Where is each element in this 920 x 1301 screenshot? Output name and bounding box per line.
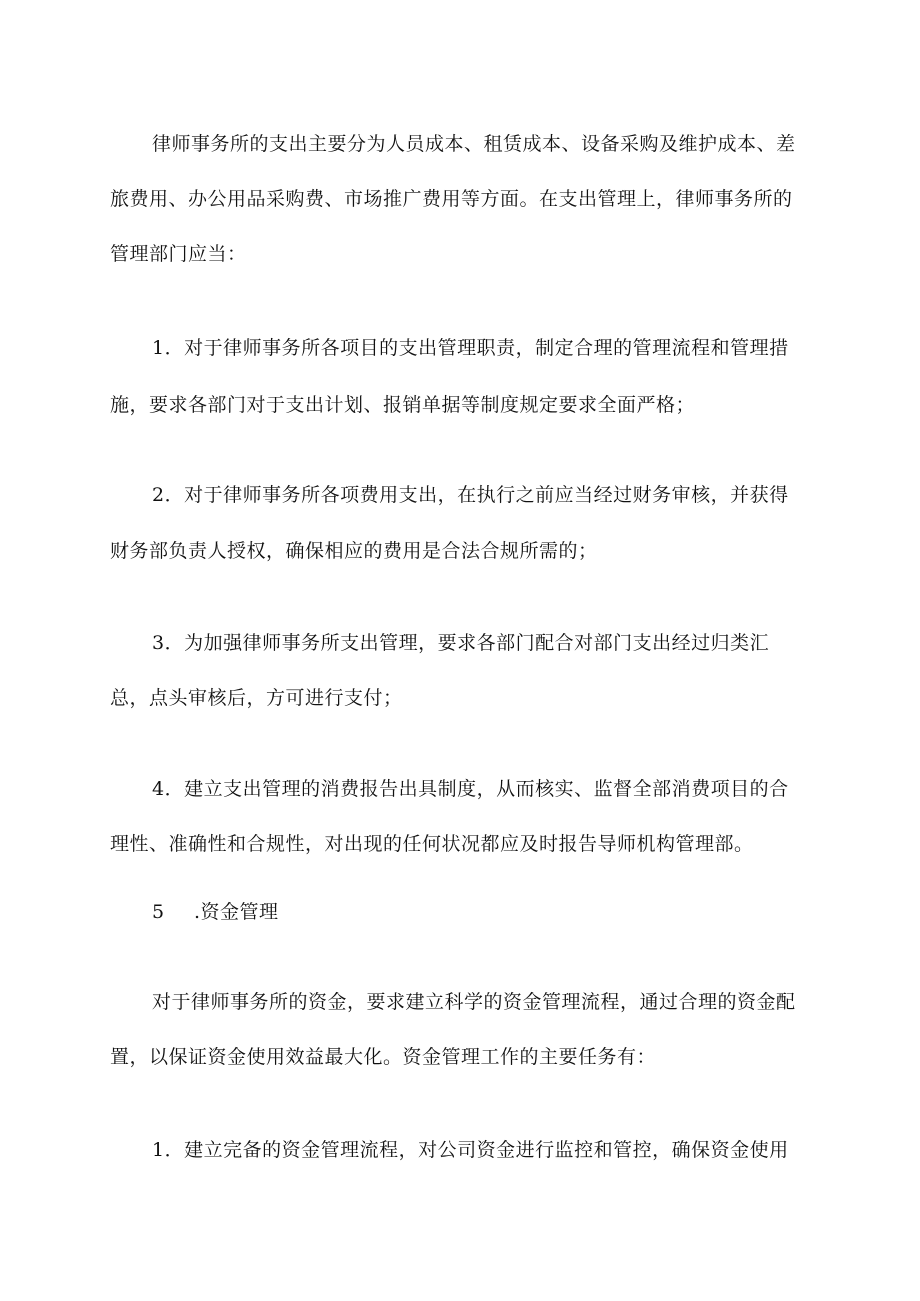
text-line: 对于律师事务所的资金，要求建立科学的资金管理流程，通过合理的资金配 [152,991,796,1013]
text-line: 管理部门应当： [110,243,247,265]
text-line: 律师事务所的支出主要分为人员成本、租赁成本、设备采购及维护成本、差 [152,133,796,155]
section-title: .资金管理 [194,901,279,923]
text-line: 旅费用、办公用品采购费、市场推广费用等方面。在支出管理上，律师事务所的 [110,188,793,210]
text-line: 2．对于律师事务所各项费用支出，在执行之前应当经过财务审核，并获得 [152,484,789,506]
section-number: 5 [152,901,165,923]
text-line: 3．为加强律师事务所支出管理，要求各部门配合对部门支出经过归类汇 [152,632,770,654]
section-heading [152,900,857,924]
text-line: 施，要求各部门对于支出计划、报销单据等制度规定要求全面严格； [110,394,696,416]
text-line: 置，以保证资金使用效益最大化。资金管理工作的主要任务有： [110,1046,657,1068]
text-line: 财务部负责人授权，确保相应的费用是合法合规所需的； [110,540,598,562]
text-line: 理性、准确性和合规性，对出现的任何状况都应及时报告导师机构管理部。 [110,833,754,855]
text-line: 1．对于律师事务所各项目的支出管理职责，制定合理的管理流程和管理措 [152,337,789,359]
text-line: 总，点头审核后，方可进行支付； [110,687,403,709]
text-line: 1．建立完备的资金管理流程，对公司资金进行监控和管控，确保资金使用 [152,1139,789,1161]
text-line: 4．建立支出管理的消费报告出具制度，从而核实、监督全部消费项目的合 [152,778,789,800]
